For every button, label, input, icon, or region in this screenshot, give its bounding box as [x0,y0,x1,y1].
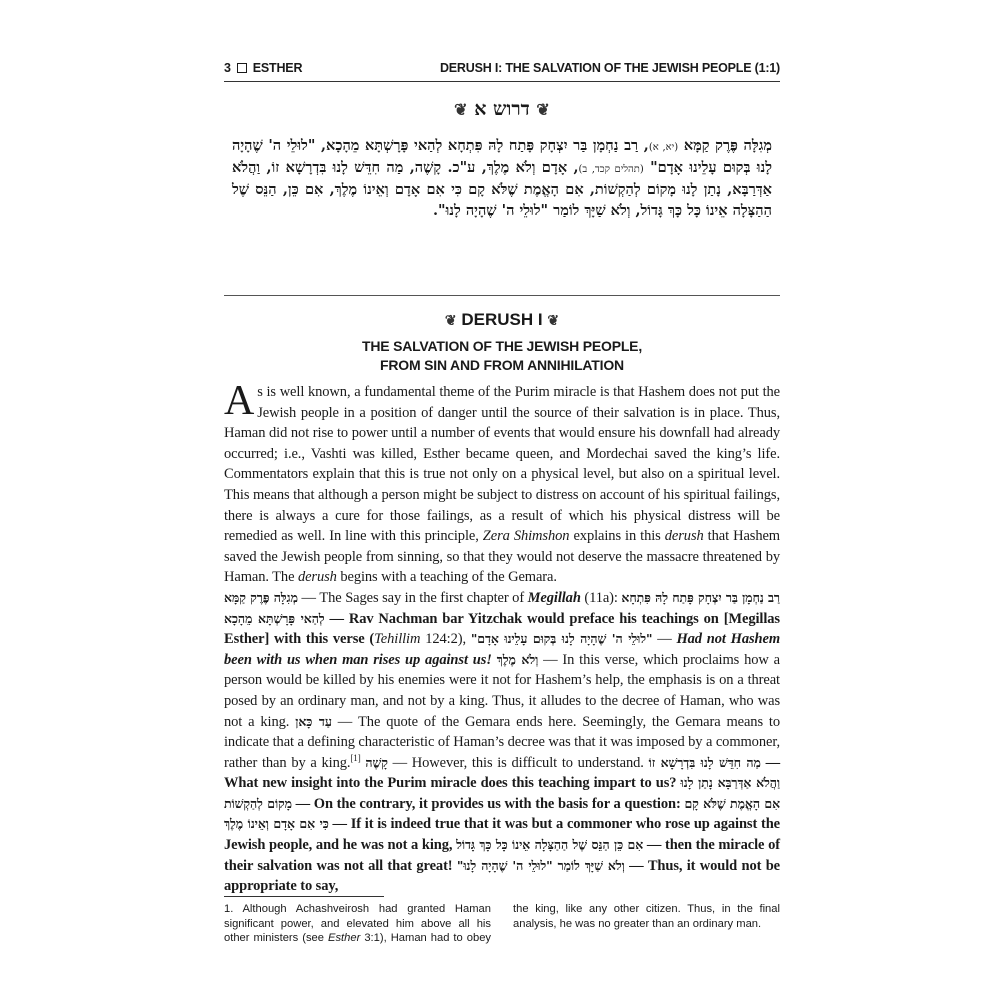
italic-term: Tehillim [374,631,421,648]
footnote-text: 3:1), Haman had to obey the king, like any other citizen. Thus, in the final analysis, he was no greater than an ordinary man. [360,903,780,945]
hebrew-phrase: אִם הָאֱמֶת שֶׁלֹּא קָם כִּי אִם אָדָם וְאֵינוֹ מֶלֶךְ [224,795,780,832]
hebrew-phrase: וְלֹא שַׁיָּךְ לוֹמַר "לוּלֵי ה' שֶׁהָיָה לָנוּ" [456,857,625,873]
commentary-paragraph [224,588,780,897]
subtitle-line: FROM SIN AND FROM ANNIHILATION [380,357,624,373]
hebrew-phrase: מַה חִדֵּשׁ לָנוּ בִּדְרָשָׁא זוֹ [648,754,761,770]
bold-run: — Thus, it would not be appropriate to say, [224,857,781,895]
verse-translation: Had not Hashem been with us when man rises up against us! [224,631,780,668]
text-run: — In this verse, which proclaims how a person would be killed by his enemies were it not for Hashem’s help, the emphasis is on a threat posed by an ordinary man, and not by a king. Thus, it alludes to the decree of Haman, who was not a king. [224,651,780,730]
intro-paragraph [224,378,780,588]
hebrew-title [224,98,780,121]
hebrew-phrase: מְגִלָּה פֶּרֶק קַמָּא [224,589,298,605]
book-name: ESTHER [252,61,303,75]
hebrew-phrase: וַהֲלֹא אַדְּרַבָּא נָתַן לָנוּ מָקוֹם לְהַקְשׁוֹת [224,775,780,811]
bold-run: — then the miracle of their salvation was not all that great! [224,837,780,874]
bold-run: — If it is indeed true that it was but a commoner who rose up against the Jewish people, and he was not a king, [224,816,780,854]
italic-term: derush [297,569,337,586]
footnote [224,902,780,946]
text-run: — However, this is difficult to understand. [387,754,649,771]
running-header [224,61,780,79]
text-run: explains in this [569,528,665,545]
hebrew-phrase: וְלֹא מֶלֶךְ [496,651,539,667]
hebrew-phrase: רַב נַחְמָן בַּר יִצְחָק פָּתַח לָהּ פִּתְחָא לְהַאי פָּרָשְׁתָּא מֵהָכָא [224,589,780,626]
text-run: begins with a teaching of the Gemara. [336,569,557,586]
drop-cap: A [224,378,255,424]
derush-title-text: DERUSH I [461,310,543,329]
subtitle-line: THE SALVATION OF THE JEWISH PEOPLE, [361,338,643,354]
italic-term: Megillah [527,589,581,606]
hebrew-phrase: "לוּלֵי ה' שֶׁהָיָה לָנוּ בְּקוּם עָלֵינוּ אָדָם" [470,631,653,647]
ornament-icon: ❦ [536,100,550,119]
square-ornament-icon [237,63,247,73]
hebrew-citation: (יא, א) [648,142,679,153]
text-run: that Hashem saved the Jewish people from sinning, so that they would not deserve the massacre threatened by Haman. The [224,528,780,586]
derush-title [224,310,780,330]
hebrew-citation: (תהלים קכד, ב) [578,164,644,176]
text-run: 124:2), [420,631,471,648]
footnote-text: 1. Although Achashveirosh had granted Haman significant power, and elevated him above all his other ministers (see [224,903,491,945]
footnote-rule [224,896,384,897]
italic-term: Esther [328,932,361,945]
text-run: s is well known, a fundamental theme of the Purim miracle is that Hashem does not put the Jewish people in a position of danger until the source of their salvation is in place. Thus, Haman did not rise to power until a number of events that would ensure his downfall had already occurred; i.e., Vashti was killed, Esther became queen, and Mordechai saved the king’s life. Commentators explain that this is true not only on a physical level, but also on a spiritual level. This means that although a person might be subject to distress on account of his spiritual failings, there is always a cure for those failings, as a result of which his physical distress will be remedied as well. In line with this principle, [224,384,780,545]
hebrew-text: , אָדָם וְלֹא מֶלֶךְ, ע"כ. קָשֶׁה, מַה חִדֵּשׁ לָנוּ בִּדְרָשָׁא זוֹ, וַהֲלֹא אַדְּרַבָּא, נָתַן לָנוּ מָקוֹם לְהַקְשׁוֹת, אִם הָאֱמֶת שֶׁלֹּא קָם כִּי אִם אָדָם וְאֵינוֹ מֶלֶךְ, אִם כֵּן, הַנֵּס שֶׁל הַהַצָּלָה אֵינוֹ כָּל כָּךְ גָּדוֹל, וְלֹא שַׁיָּךְ לוֹמַר "לוּלֵי ה' שֶׁהָיָה לָנוּ". [232,159,772,219]
ornament-icon: ❦ [454,100,468,119]
text-run: (11a): [580,589,622,606]
bold-run: — Rav Nachman bar Yitzchak would preface his teachings on [Megillas Esther] with this verse ( [224,610,780,648]
hebrew-phrase: עַד כָּאן [295,713,332,729]
hebrew-text: , רַב נַחְמָן בַּר יִצְחָק פָּתַח לָהּ פִּתְחָא לְהַאי פָּרָשְׁתָּא מֵהָכָא, "לוּלֵי ה' שֶׁהָיָה לָנוּ בְּקוּם עָלֵינוּ אָדָם" [232,137,772,177]
italic-term: derush [664,528,704,545]
hebrew-phrase: קָשֶׁה [365,754,388,770]
page-number: 3 [224,61,231,75]
hebrew-title-text: דרוש א [474,98,530,120]
hebrew-text: מְגִלָּה פֶּרֶק קַמָּא [678,137,772,154]
header-rule [224,81,780,82]
derush-subtitle [224,337,780,375]
bold-run: — What new insight into the Purim miracle does this teaching impart to us? [224,754,781,792]
bold-run: — On the contrary, it provides us with the basis for a question: [291,795,685,812]
footnote-marker[interactable]: [1] [350,752,361,763]
header-left [224,61,302,75]
body-text [224,378,781,897]
text-run: — The Sages say in the first chapter of [297,589,528,606]
ornament-icon: ❦ [547,312,560,328]
section-divider [224,295,780,296]
hebrew-phrase: אִם כֵּן הַנֵּס שֶׁל הַהַצָּלָה אֵינוֹ כָּל כָּךְ גָּדוֹל [456,837,644,853]
text-run: — The quote of the Gemara ends here. Seemingly, the Gemara means to indicate that a defining characteristic of Haman’s decree was that it was imposed by a commoner, rather than by a king. [224,713,780,771]
text-run: — [652,631,677,648]
hebrew-source-text [232,136,772,221]
ornament-icon: ❦ [444,312,457,328]
running-title: DERUSH I: THE SALVATION OF THE JEWISH PEOPLE (1:1) [439,61,780,75]
italic-term: Zera Shimshon [482,528,570,545]
